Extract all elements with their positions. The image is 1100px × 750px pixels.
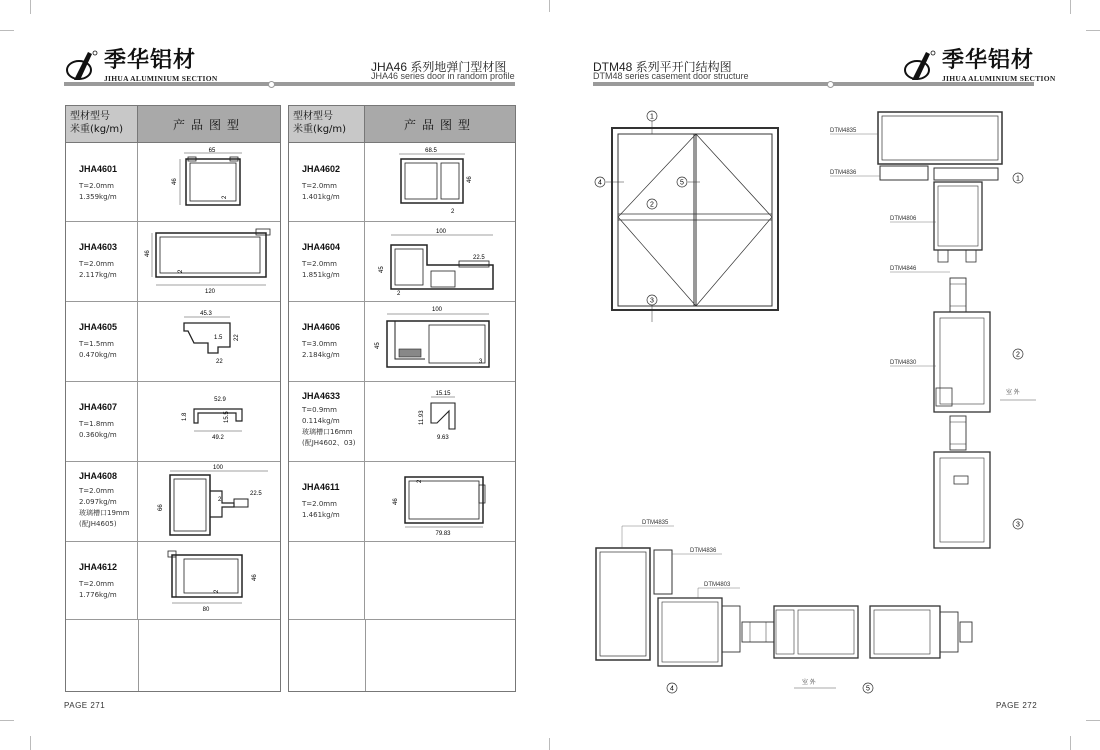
- left-page-subtitle: JHA46 series door in random profile: [371, 71, 515, 81]
- brand-logo-right: [902, 48, 1056, 84]
- dim-label: 22.5: [473, 255, 485, 261]
- label-dtm4836-h: DTM4836: [690, 548, 717, 554]
- right-page-title: DTM48 系列平开门结构图: [593, 60, 732, 74]
- dim-label: 65: [208, 148, 216, 154]
- crop-mark: [1086, 30, 1100, 31]
- door-elevation: [606, 112, 778, 322]
- brand-logo-left: [64, 48, 218, 84]
- profile-figure: [138, 381, 280, 461]
- profile-code: JHA4601: [79, 164, 118, 174]
- marker-4-top: [595, 177, 605, 187]
- crop-mark: [1070, 0, 1071, 14]
- rule-dot: [268, 81, 275, 88]
- profile-specs: T=2.0mm 1.401kg/m: [302, 182, 340, 201]
- profile-code: JHA4611: [302, 482, 340, 492]
- profile-figure: [138, 143, 280, 221]
- profile-table-1: [65, 105, 281, 692]
- crop-mark: [0, 30, 14, 31]
- dim-label: 22.5: [250, 491, 262, 497]
- left-header-rule: [64, 82, 515, 86]
- table-row: [66, 221, 280, 302]
- dim-label: 2: [214, 589, 220, 593]
- crop-mark: [1086, 720, 1100, 721]
- svg-text:4: 4: [670, 685, 674, 693]
- dim-label: 49.2: [212, 435, 224, 441]
- dim-label: 3: [479, 359, 483, 365]
- profile-specs: T=2.0mm 1.359kg/m: [79, 182, 117, 201]
- svg-text:5: 5: [866, 685, 870, 693]
- dim-label: 45: [379, 266, 385, 273]
- profile-specs: T=2.0mm 1.461kg/m: [302, 500, 340, 519]
- brand-emblem-icon: [902, 48, 938, 84]
- profile-specs: T=2.0mm 1.776kg/m: [79, 580, 117, 599]
- brand-emblem-icon: [64, 48, 100, 84]
- fold-mark: [549, 738, 550, 750]
- table-row: [289, 143, 515, 222]
- table-header: [289, 106, 515, 143]
- dim-label: 22: [234, 334, 240, 341]
- marker-3-top: [647, 295, 657, 305]
- table-row: [66, 143, 280, 222]
- label-dtm4836: DTM4836: [830, 170, 857, 176]
- table-row: [66, 381, 280, 462]
- crop-mark: [30, 0, 31, 14]
- label-dtm4835: DTM4835: [830, 128, 857, 134]
- dim-label: 11.93: [419, 410, 425, 425]
- label-dtm4830: DTM4830: [890, 360, 917, 366]
- dim-label: 1.8: [182, 412, 188, 421]
- rule-dot: [827, 81, 834, 88]
- dim-label: 1.5: [214, 335, 223, 341]
- svg-text:1: 1: [1016, 175, 1020, 183]
- crop-mark: [1070, 736, 1071, 750]
- dim-label: 45: [375, 342, 381, 349]
- profile-figure: [365, 381, 515, 461]
- table-row: [289, 381, 515, 462]
- header-figure: 产品图型: [365, 106, 515, 142]
- brand-name-en: JIHUA ALUMINIUM SECTION: [104, 73, 218, 83]
- label-dtm4806: DTM4806: [890, 216, 917, 222]
- profile-figure: [138, 301, 280, 381]
- profile-code: JHA4633: [302, 391, 341, 401]
- crop-mark: [30, 736, 31, 750]
- vertical-section: [878, 112, 1002, 548]
- dim-label: 2: [451, 209, 455, 215]
- dim-label: 120: [204, 289, 216, 295]
- dim-label: 46: [172, 178, 178, 185]
- profile-figure: [365, 143, 515, 221]
- dim-label: 46: [467, 176, 473, 183]
- marker-1-top: [647, 111, 657, 121]
- svg-text:2: 2: [1016, 351, 1020, 359]
- outside-label-horizontal: 室 外: [802, 680, 816, 686]
- profile-specs: T=0.9mm 0.114kg/m 玻璃槽口16mm (配JH4602、03): [302, 406, 356, 447]
- dim-label: 79.83: [435, 531, 451, 537]
- dim-label: 100: [431, 307, 443, 313]
- dim-label: 100: [435, 229, 447, 235]
- outside-label-vertical: 室 外: [1006, 390, 1020, 396]
- dim-label: 80: [202, 607, 210, 613]
- table-row-empty: [289, 541, 515, 620]
- profile-code: JHA4605: [79, 322, 118, 332]
- dim-label: 2: [397, 291, 401, 297]
- brand-name-en: JIHUA ALUMINIUM SECTION: [942, 73, 1056, 83]
- dim-label: 15.15: [435, 391, 451, 397]
- profile-figure: [365, 301, 515, 381]
- marker-5-section: [863, 683, 873, 693]
- horizontal-section: [596, 548, 972, 666]
- dim-label: 22: [216, 359, 223, 365]
- table-row: [66, 461, 280, 542]
- profile-code: JHA4612: [79, 562, 118, 572]
- profile-code: JHA4607: [79, 402, 118, 412]
- dim-label: 15.5: [224, 411, 230, 423]
- dim-label: 52.9: [214, 397, 226, 403]
- marker-2-top: [647, 199, 657, 209]
- marker-5-top: [677, 177, 687, 187]
- marker-1-section: [1013, 173, 1023, 183]
- table-row: [289, 301, 515, 382]
- marker-2-section: [1013, 349, 1023, 359]
- dim-label: 100: [212, 465, 224, 471]
- svg-text:5: 5: [680, 179, 684, 187]
- profile-figure: [365, 461, 515, 541]
- marker-4-section: [667, 683, 677, 693]
- dim-label: 2: [417, 479, 423, 483]
- table-row: [289, 221, 515, 302]
- profile-code: JHA4603: [79, 242, 118, 252]
- header-figure: 产品图型: [138, 106, 280, 142]
- label-dtm4835-h: DTM4835: [642, 520, 669, 526]
- table-row: [289, 461, 515, 542]
- crop-mark: [0, 720, 14, 721]
- page-number-left: PAGE 271: [64, 701, 106, 710]
- dim-label: 68.5: [425, 148, 437, 154]
- right-page-subtitle: DTM48 series casement door structure: [593, 71, 749, 81]
- brand-name-zh: 季华铝材: [104, 47, 197, 73]
- profile-specs: T=1.8mm 0.360kg/m: [79, 420, 117, 439]
- profile-figure: [138, 461, 280, 541]
- svg-text:4: 4: [598, 179, 602, 187]
- page-number-right: PAGE 272: [996, 701, 1038, 710]
- dim-label: 2: [218, 497, 222, 503]
- header-model: 型材型号 米重(kg/m): [70, 111, 124, 135]
- profile-figure: [138, 541, 280, 619]
- profile-specs: T=2.0mm 1.851kg/m: [302, 260, 340, 279]
- svg-text:1: 1: [650, 113, 654, 121]
- header-model: 型材型号 米重(kg/m): [293, 111, 347, 135]
- svg-text:3: 3: [650, 297, 654, 305]
- dim-label: 45.3: [200, 311, 212, 317]
- profile-table-2: [288, 105, 516, 692]
- fold-mark: [549, 0, 550, 12]
- profile-specs: T=1.5mm 0.470kg/m: [79, 340, 117, 359]
- dim-label: 2: [222, 195, 228, 199]
- dim-label: 46: [252, 574, 258, 581]
- table-row: [66, 541, 280, 620]
- left-page-title: JHA46 系列地弹门型材图: [371, 60, 507, 74]
- table-header: [66, 106, 280, 143]
- door-structure-drawing: [550, 90, 1070, 710]
- brand-name-zh: 季华铝材: [942, 47, 1035, 73]
- profile-specs: T=2.0mm 2.097kg/m 玻璃槽口19mm (配JH4605): [79, 487, 130, 528]
- dim-label: 66: [158, 504, 164, 511]
- dim-label: 46: [145, 250, 151, 257]
- dim-label: 9.63: [437, 435, 449, 441]
- profile-code: JHA4606: [302, 322, 341, 332]
- profile-figure: [365, 221, 515, 301]
- profile-specs: T=3.0mm 2.184kg/m: [302, 340, 340, 359]
- profile-code: JHA4602: [302, 164, 341, 174]
- profile-code: JHA4608: [79, 471, 118, 481]
- label-dtm4846: DTM4846: [890, 266, 917, 272]
- svg-text:3: 3: [1016, 521, 1020, 529]
- marker-3-section: [1013, 519, 1023, 529]
- profile-code: JHA4604: [302, 242, 341, 252]
- label-dtm4803: DTM4803: [704, 582, 731, 588]
- dim-label: 46: [393, 498, 399, 505]
- svg-text:2: 2: [650, 201, 654, 209]
- table-row: [66, 301, 280, 382]
- profile-figure: [138, 221, 280, 301]
- profile-specs: T=2.0mm 2.117kg/m: [79, 260, 117, 279]
- dim-label: 2: [178, 269, 184, 273]
